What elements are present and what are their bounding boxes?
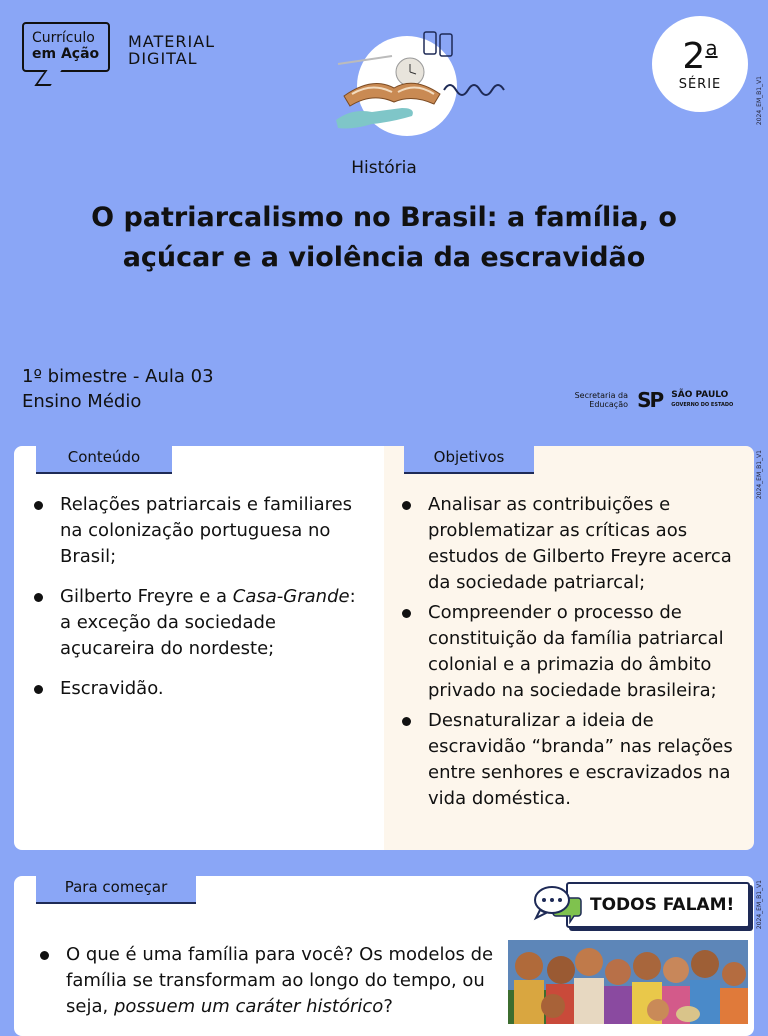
- para-comecar-tab: Para começar: [36, 876, 196, 904]
- list-item: Gilberto Freyre e a Casa-Grande: a exceção da sociedade açucareira do nordeste;: [30, 584, 370, 662]
- list-item: Analisar as contribuições e problematizar as críticas aos estudos de Gilberto Freyre acerca da sociedade patriarcal;: [398, 492, 742, 596]
- serie-label: SÉRIE: [678, 77, 722, 92]
- serie-superscript: a: [705, 36, 718, 60]
- logo-speech-tail: [34, 70, 61, 86]
- title-line1: O patriarcalismo no Brasil: a família, o: [91, 202, 677, 233]
- secretaria-line2: Educação: [589, 400, 628, 409]
- content-objectives-card: [14, 446, 754, 850]
- list-item: Escravidão.: [30, 676, 370, 702]
- list-item: O que é uma família para você? Os modelos de família se transformam ao longo do tempo, ou seja, possuem um caráter histórico?: [36, 942, 506, 1020]
- conteudo-column: [14, 446, 384, 850]
- todos-falam-badge: TODOS FALAM!: [566, 882, 750, 928]
- conteudo-list: [30, 492, 370, 716]
- bimestre-line: 1º bimestre - Aula 03: [22, 366, 214, 387]
- government-logo: [572, 388, 733, 412]
- title-line2: açúcar e a violência da escravidão: [122, 242, 646, 273]
- secretaria-label: [572, 391, 628, 409]
- bimestre-info: [22, 364, 214, 414]
- page-title: [40, 198, 728, 278]
- logo-line2: em Ação: [32, 46, 100, 62]
- curriculo-em-acao-logo: [22, 22, 110, 72]
- para-comecar-list: [36, 942, 506, 1034]
- conteudo-tab: Conteúdo: [36, 446, 172, 474]
- material-line2: DIGITAL: [128, 49, 198, 68]
- secretaria-line1: Secretaria da: [574, 391, 628, 400]
- material-line1: MATERIAL: [128, 32, 216, 51]
- side-code-bottom: 2024_EM_B1_V1: [756, 880, 763, 930]
- level-line: Ensino Médio: [22, 391, 142, 412]
- state-name-text: SÃO PAULO: [671, 390, 729, 400]
- objetivos-list: [398, 492, 742, 816]
- logo-line1: Currículo: [32, 30, 95, 46]
- family-painting: [508, 940, 748, 1024]
- chat-bubbles-icon: [532, 884, 582, 924]
- list-item: Desnaturalizar a ideia de escravidão “branda” nas relações entre senhores e escravizados na vida doméstica.: [398, 708, 742, 812]
- state-name: [671, 390, 733, 410]
- state-subtitle: GOVERNO DO ESTADO: [671, 402, 734, 408]
- book-hand-illustration: [332, 24, 522, 144]
- subject-label: História: [351, 158, 417, 178]
- side-code-top: 2024_EM_B1_V1: [756, 76, 763, 126]
- serie-number: 2: [682, 36, 706, 77]
- material-digital-logo: [128, 33, 215, 67]
- list-item: Relações patriarcais e familiares na colonização portuguesa no Brasil;: [30, 492, 370, 570]
- serie-badge: [652, 16, 748, 112]
- sp-mark: SP: [637, 388, 663, 412]
- objetivos-tab: Objetivos: [404, 446, 534, 474]
- objetivos-column: [384, 446, 754, 850]
- list-item: Compreender o processo de constituição da família patriarcal colonial e a primazia do âmbito privado na sociedade brasileira;: [398, 600, 742, 704]
- side-code-middle: 2024_EM_B1_V1: [756, 450, 763, 500]
